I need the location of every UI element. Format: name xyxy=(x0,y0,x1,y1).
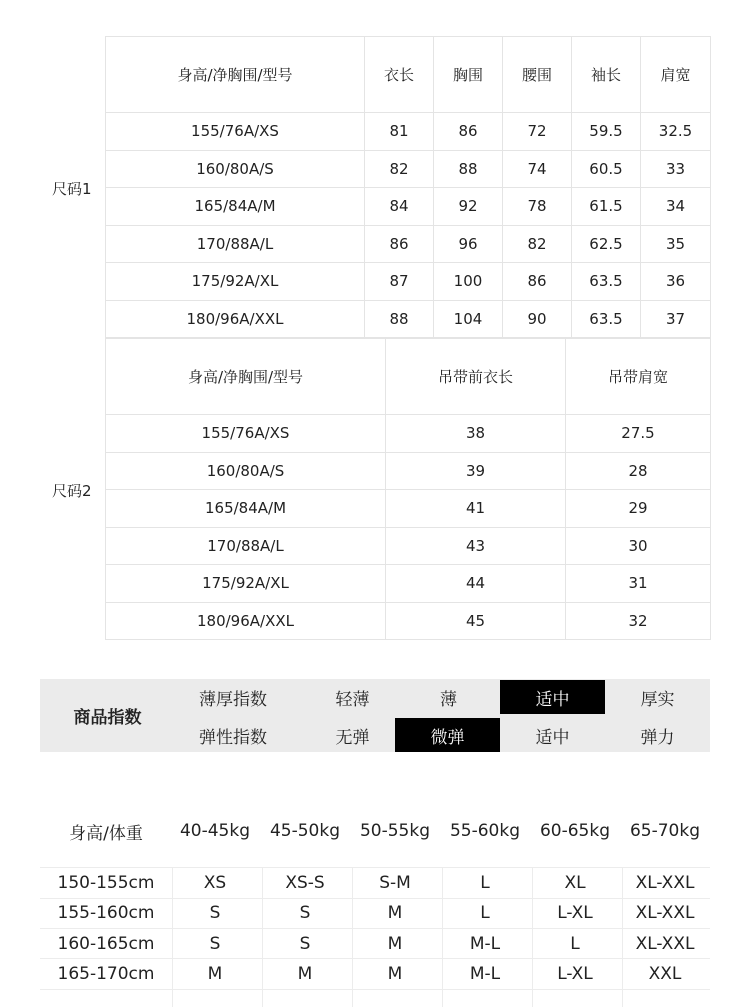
weight-header-cell: 45-50kg xyxy=(269,821,341,841)
weight-cell: S-M xyxy=(379,873,411,893)
weight-cell: XXL xyxy=(648,963,682,984)
weight-cell: M-L xyxy=(469,963,501,984)
index-option: 无弹 xyxy=(335,727,370,748)
weight-cell: M xyxy=(387,963,403,984)
table-cell: 41 xyxy=(386,490,566,528)
header-cell: 肩宽 xyxy=(641,37,711,113)
table-cell: 33 xyxy=(641,150,711,188)
table-cell: 34 xyxy=(641,188,711,226)
table-row xyxy=(106,602,711,640)
table-cell: 43 xyxy=(386,527,566,565)
table-cell: 60.5 xyxy=(572,150,641,188)
table-row xyxy=(106,150,711,188)
weight-cell: M xyxy=(297,963,313,984)
weight-header-cell: 60-65kg xyxy=(539,821,611,841)
table-cell: 160/80A/S xyxy=(106,150,365,188)
weight-cell: XS xyxy=(203,873,227,893)
weight-header-cell: 55-60kg xyxy=(449,821,521,841)
table-cell: 61.5 xyxy=(572,188,641,226)
table-cell: 62.5 xyxy=(572,225,641,263)
table-cell: 165/84A/M xyxy=(106,188,365,226)
weight-header-cell: 身高/体重 xyxy=(69,823,143,844)
table-cell: 74 xyxy=(503,150,572,188)
table-cell: 155/76A/XS xyxy=(106,415,386,453)
weight-cell: 155-160cm xyxy=(57,903,155,924)
weight-cell: S xyxy=(299,933,311,954)
size-chart-1-label: 尺码1 xyxy=(52,180,92,198)
weight-header-cell: 40-45kg xyxy=(179,821,251,841)
header-cell: 腰围 xyxy=(503,37,572,113)
table-cell: 86 xyxy=(434,113,503,151)
weight-cell: L xyxy=(480,903,490,924)
table-row xyxy=(106,452,711,490)
weight-cell: S xyxy=(209,903,221,924)
weight-cell: 165-170cm xyxy=(57,963,155,984)
weight-cell: XL-XXL xyxy=(635,933,695,954)
table-row xyxy=(106,113,711,151)
weight-cell: L-XL xyxy=(557,963,593,984)
weight-cell: S xyxy=(299,903,311,924)
row-divider xyxy=(40,989,710,990)
table-cell: 100 xyxy=(434,263,503,301)
weight-cell: M xyxy=(387,933,403,954)
table-cell: 38 xyxy=(386,415,566,453)
table-row xyxy=(106,527,711,565)
header-cell: 胸围 xyxy=(434,37,503,113)
weight-cell: XL xyxy=(564,873,586,893)
index-row-label: 弹性指数 xyxy=(199,727,267,748)
table-cell: 37 xyxy=(641,300,711,338)
weight-cell: XL-XXL xyxy=(635,873,695,893)
weight-cell: L-XL xyxy=(557,903,593,924)
table-cell: 165/84A/M xyxy=(106,490,386,528)
table-cell: 96 xyxy=(434,225,503,263)
table-cell: 90 xyxy=(503,300,572,338)
table-cell: 35 xyxy=(641,225,711,263)
table-cell: 72 xyxy=(503,113,572,151)
table-cell: 175/92A/XL xyxy=(106,565,386,603)
table-cell: 155/76A/XS xyxy=(106,113,365,151)
table-cell: 39 xyxy=(386,452,566,490)
table-cell: 170/88A/L xyxy=(106,527,386,565)
table-cell: 88 xyxy=(365,300,434,338)
table-row xyxy=(106,300,711,338)
size-chart-2-label: 尺码2 xyxy=(52,482,92,500)
weight-header-cell: 65-70kg xyxy=(629,821,701,841)
weight-cell: 150-155cm xyxy=(57,873,155,893)
header-cell: 身高/净胸围/型号 xyxy=(106,37,365,113)
table-cell: 78 xyxy=(503,188,572,226)
table-cell: 63.5 xyxy=(572,300,641,338)
weight-cell: L xyxy=(570,933,580,954)
header-cell: 袖长 xyxy=(572,37,641,113)
weight-cell: 160-165cm xyxy=(57,933,155,954)
table-cell: 175/92A/XL xyxy=(106,263,365,301)
table-cell: 27.5 xyxy=(566,415,711,453)
table-header-row xyxy=(106,339,711,415)
index-option: 薄 xyxy=(440,689,457,710)
index-option: 适中 xyxy=(500,680,605,714)
weight-cell: M xyxy=(207,963,223,984)
table-row xyxy=(106,490,711,528)
table-cell: 104 xyxy=(434,300,503,338)
index-option: 弹力 xyxy=(640,727,675,748)
table-row xyxy=(106,565,711,603)
table-cell: 180/96A/XXL xyxy=(106,300,365,338)
size-chart-2-table xyxy=(105,338,711,640)
table-cell: 180/96A/XXL xyxy=(106,602,386,640)
index-row-label: 薄厚指数 xyxy=(199,689,267,710)
table-cell: 92 xyxy=(434,188,503,226)
table-cell: 30 xyxy=(566,527,711,565)
table-row xyxy=(106,225,711,263)
table-cell: 59.5 xyxy=(572,113,641,151)
index-option: 轻薄 xyxy=(335,689,370,710)
weight-cell: XS-S xyxy=(285,873,325,893)
header-cell: 身高/净胸围/型号 xyxy=(106,339,386,415)
table-cell: 160/80A/S xyxy=(106,452,386,490)
weight-cell: L xyxy=(480,873,490,893)
table-cell: 32.5 xyxy=(641,113,711,151)
table-cell: 82 xyxy=(503,225,572,263)
weight-cell: M xyxy=(387,903,403,924)
table-row xyxy=(106,415,711,453)
table-cell: 45 xyxy=(386,602,566,640)
table-cell: 87 xyxy=(365,263,434,301)
index-option: 厚实 xyxy=(640,689,675,710)
header-cell: 吊带肩宽 xyxy=(566,339,711,415)
table-cell: 170/88A/L xyxy=(106,225,365,263)
table-cell: 82 xyxy=(365,150,434,188)
weight-header-cell: 50-55kg xyxy=(359,821,431,841)
table-cell: 29 xyxy=(566,490,711,528)
table-row xyxy=(106,263,711,301)
table-cell: 63.5 xyxy=(572,263,641,301)
table-cell: 84 xyxy=(365,188,434,226)
table-cell: 44 xyxy=(386,565,566,603)
table-cell: 86 xyxy=(365,225,434,263)
table-header-row xyxy=(106,37,711,113)
table-cell: 88 xyxy=(434,150,503,188)
weight-cell: S xyxy=(209,933,221,954)
table-cell: 31 xyxy=(566,565,711,603)
weight-cell: XL-XXL xyxy=(635,903,695,924)
header-cell: 吊带前衣长 xyxy=(386,339,566,415)
table-cell: 81 xyxy=(365,113,434,151)
table-row xyxy=(106,188,711,226)
size-chart-1-table xyxy=(105,36,711,338)
table-cell: 32 xyxy=(566,602,711,640)
header-cell: 衣长 xyxy=(365,37,434,113)
table-cell: 36 xyxy=(641,263,711,301)
product-index-title: 商品指数 xyxy=(73,708,142,728)
product-index-panel xyxy=(40,679,710,752)
table-cell: 28 xyxy=(566,452,711,490)
index-option: 微弹 xyxy=(395,718,500,752)
index-option: 适中 xyxy=(535,727,570,748)
weight-cell: M-L xyxy=(469,933,501,954)
table-cell: 86 xyxy=(503,263,572,301)
